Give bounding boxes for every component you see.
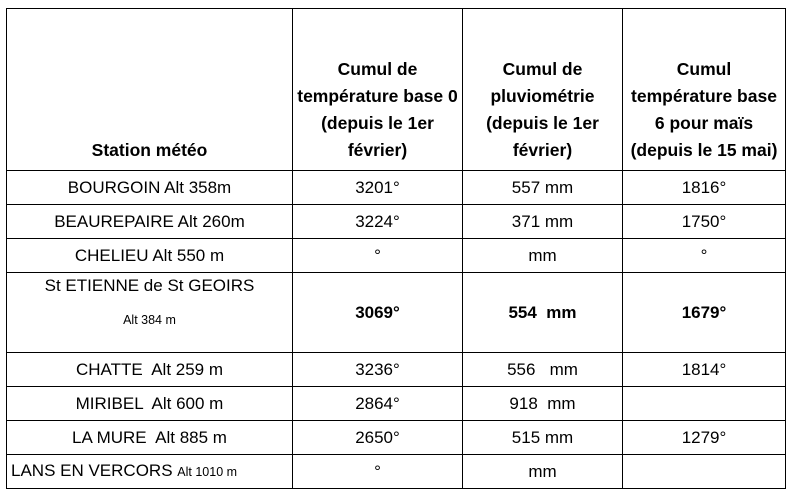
header-pluviometrie: Cumul de pluviométrie (depuis le 1er février)	[463, 9, 623, 171]
station-altitude: Alt 1010 m	[177, 465, 238, 479]
station-cell	[7, 455, 293, 489]
header-temp-base6: Cumul température base 6 pour maïs (depuis le 15 mai)	[623, 9, 786, 171]
station-name: St ETIENNE de St GEOIRS	[44, 276, 255, 295]
temp6-cell: °	[623, 239, 786, 273]
temp0-cell: 2864°	[293, 387, 463, 421]
pluvio-cell: 918 mm	[463, 387, 623, 421]
pluvio-cell: 556 mm	[463, 353, 623, 387]
pluvio-value: 554 mm	[508, 302, 577, 322]
table-row	[7, 171, 786, 205]
pluvio-cell: 515 mm	[463, 421, 623, 455]
pluvio-cell: mm	[463, 455, 623, 489]
temp0-cell: 3236°	[293, 353, 463, 387]
temp0-value: 3069°	[355, 302, 400, 322]
table-header-row	[7, 9, 786, 171]
station-cell: CHATTE Alt 259 m	[7, 353, 293, 387]
temp6-cell: 1750°	[623, 205, 786, 239]
station-cell: CHELIEU Alt 550 m	[7, 239, 293, 273]
temp6-cell	[623, 273, 786, 353]
table-row	[7, 239, 786, 273]
temp6-cell	[623, 387, 786, 421]
temp0-cell: °	[293, 455, 463, 489]
station-cell: LA MURE Alt 885 m	[7, 421, 293, 455]
temp0-cell: 2650°	[293, 421, 463, 455]
pluvio-cell: 371 mm	[463, 205, 623, 239]
temp0-cell: °	[293, 239, 463, 273]
station-altitude: Alt 384 m	[123, 313, 176, 327]
table-row	[7, 205, 786, 239]
station-cell: BEAUREPAIRE Alt 260m	[7, 205, 293, 239]
temp6-cell: 1814°	[623, 353, 786, 387]
temp6-cell: 1816°	[623, 171, 786, 205]
pluvio-cell	[463, 273, 623, 353]
station-name: LANS EN VERCORS	[11, 461, 173, 480]
table-row	[7, 421, 786, 455]
station-cell: MIRIBEL Alt 600 m	[7, 387, 293, 421]
temp6-cell	[623, 455, 786, 489]
temp0-cell: 3201°	[293, 171, 463, 205]
temp0-cell	[293, 273, 463, 353]
pluvio-cell: mm	[463, 239, 623, 273]
table-row	[7, 455, 786, 489]
temp6-value: 1679°	[681, 302, 727, 322]
temp6-cell: 1279°	[623, 421, 786, 455]
table-row	[7, 273, 786, 353]
station-cell: BOURGOIN Alt 358m	[7, 171, 293, 205]
header-temp-base0: Cumul de température base 0 (depuis le 1er février)	[293, 9, 463, 171]
table-row	[7, 353, 786, 387]
station-cell	[7, 273, 293, 353]
table-row	[7, 387, 786, 421]
header-station: Station météo	[7, 9, 293, 171]
pluvio-cell: 557 mm	[463, 171, 623, 205]
weather-stations-table	[6, 8, 786, 489]
temp0-cell: 3224°	[293, 205, 463, 239]
